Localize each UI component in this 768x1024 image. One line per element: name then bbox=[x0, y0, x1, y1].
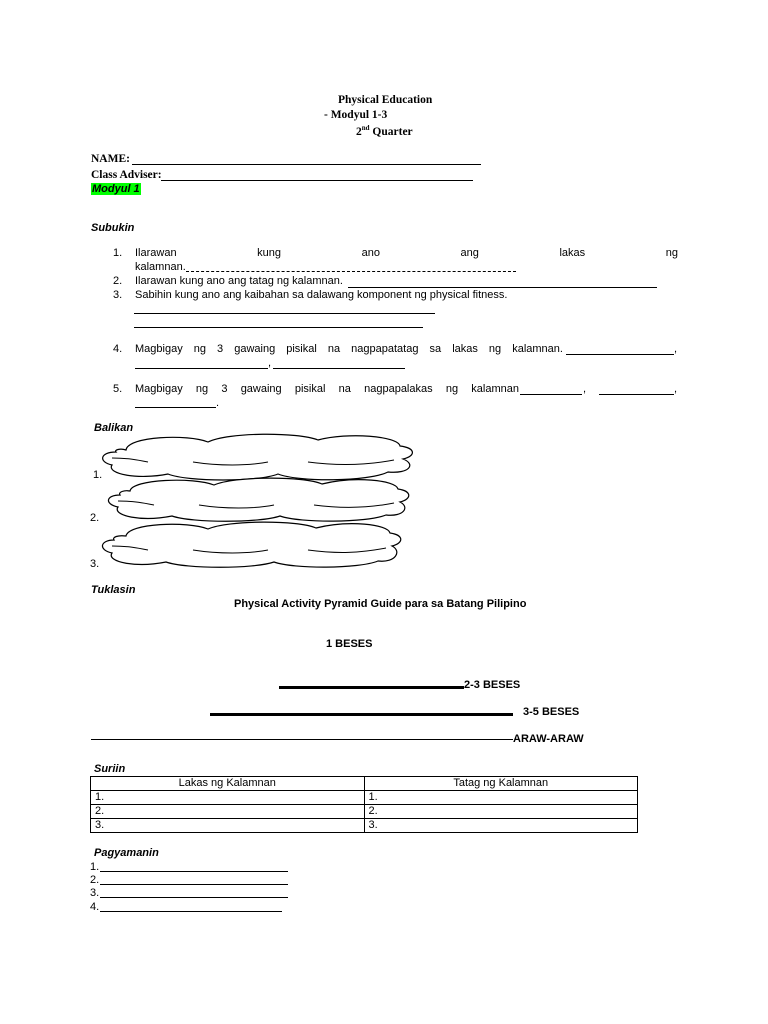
pyramid-line-3 bbox=[210, 713, 513, 716]
table-cell[interactable]: 3. bbox=[91, 819, 365, 833]
q5-answer-line-2[interactable] bbox=[599, 394, 674, 395]
q2-text: Ilarawan kung ano ang tatag ng kalamnan. bbox=[135, 275, 343, 287]
pyramid-line-2 bbox=[279, 686, 464, 689]
q5-answer-line-3[interactable] bbox=[135, 407, 216, 408]
name-label: NAME: bbox=[91, 153, 130, 165]
pyramid-title: Physical Activity Pyramid Guide para sa Batang Pilipino bbox=[234, 598, 527, 610]
pyramid-level-2: 2-3 BESES bbox=[464, 679, 521, 691]
pyramid-level-1: 1 BESES bbox=[326, 638, 373, 650]
q3-answer-line-2[interactable] bbox=[134, 327, 423, 328]
subject-title: Physical Education bbox=[338, 94, 433, 106]
q5-text: Magbigay ng 3 gawaing pisikal na nagpapalakas ng kalamnan bbox=[135, 383, 519, 395]
column-header-tatag: Tatag ng Kalamnan bbox=[364, 777, 638, 791]
q1-answer-line[interactable] bbox=[186, 271, 516, 272]
balikan-number-1: 1. bbox=[93, 469, 103, 481]
q5-answer-line-1[interactable] bbox=[520, 394, 582, 395]
pyramid-line-4 bbox=[91, 739, 513, 740]
q1-number: 1. bbox=[113, 247, 123, 259]
q1-text: Ilarawan kung ano ang lakas ng bbox=[135, 247, 678, 259]
adviser-field[interactable] bbox=[161, 180, 473, 181]
pagyamanin-heading: Pagyamanin bbox=[94, 847, 159, 859]
name-field[interactable] bbox=[132, 164, 481, 165]
pagyamanin-line-4[interactable] bbox=[100, 911, 282, 912]
q4-answer-line-1[interactable] bbox=[566, 354, 674, 355]
table-cell[interactable]: 2. bbox=[91, 805, 365, 819]
q3-text: Sabihin kung ano ang kaibahan sa dalawang komponent ng physical fitness. bbox=[135, 289, 508, 301]
tuklasin-heading: Tuklasin bbox=[91, 584, 136, 596]
adviser-label: Class Adviser: bbox=[91, 169, 162, 181]
balikan-heading: Balikan bbox=[94, 422, 134, 434]
subukin-heading: Subukin bbox=[91, 222, 135, 234]
table-row bbox=[91, 805, 638, 819]
q3-answer-line-1[interactable] bbox=[134, 313, 435, 314]
pagyamanin-line-1[interactable] bbox=[100, 871, 288, 872]
module-tag: Modyul 1 bbox=[92, 183, 140, 195]
pagyamanin-line-3[interactable] bbox=[100, 897, 288, 898]
pagyamanin-line-2[interactable] bbox=[100, 884, 288, 885]
q4-answer-line-3[interactable] bbox=[273, 368, 405, 369]
q1-continuation: kalamnan. bbox=[135, 261, 186, 273]
q4-text: Magbigay ng 3 gawaing pisikal na nagpapatatag sa lakas ng kalamnan. bbox=[135, 343, 563, 355]
suriin-heading: Suriin bbox=[94, 763, 126, 775]
q3-number: 3. bbox=[113, 289, 123, 301]
column-header-lakas: Lakas ng Kalamnan bbox=[91, 777, 365, 791]
pagyamanin-number-1: 1. bbox=[90, 861, 100, 873]
cloud-answer-2[interactable] bbox=[104, 477, 416, 523]
q2-number: 2. bbox=[113, 275, 123, 287]
table-row bbox=[91, 819, 638, 833]
suriin-table bbox=[90, 776, 638, 833]
cloud-answer-1[interactable] bbox=[98, 432, 420, 482]
balikan-number-3: 3. bbox=[90, 558, 100, 570]
table-row bbox=[91, 791, 638, 805]
q4-answer-line-2[interactable] bbox=[135, 368, 268, 369]
pyramid-level-3: 3-5 BESES bbox=[523, 706, 580, 718]
q2-answer-line[interactable] bbox=[348, 287, 657, 288]
module-range: - Modyul 1-3 bbox=[324, 109, 388, 121]
pagyamanin-number-2: 2. bbox=[90, 874, 100, 886]
balikan-number-2: 2. bbox=[90, 512, 100, 524]
pagyamanin-number-4: 4. bbox=[90, 901, 100, 913]
pyramid-level-4: ARAW-ARAW bbox=[513, 733, 584, 745]
cloud-answer-3[interactable] bbox=[98, 521, 408, 569]
table-cell[interactable]: 1. bbox=[364, 791, 638, 805]
table-cell[interactable]: 1. bbox=[91, 791, 365, 805]
table-cell[interactable]: 2. bbox=[364, 805, 638, 819]
pagyamanin-number-3: 3. bbox=[90, 887, 100, 899]
q5-number: 5. bbox=[113, 383, 123, 395]
quarter-label: 2nd Quarter bbox=[356, 124, 413, 138]
q4-number: 4. bbox=[113, 343, 123, 355]
table-cell[interactable]: 3. bbox=[364, 819, 638, 833]
